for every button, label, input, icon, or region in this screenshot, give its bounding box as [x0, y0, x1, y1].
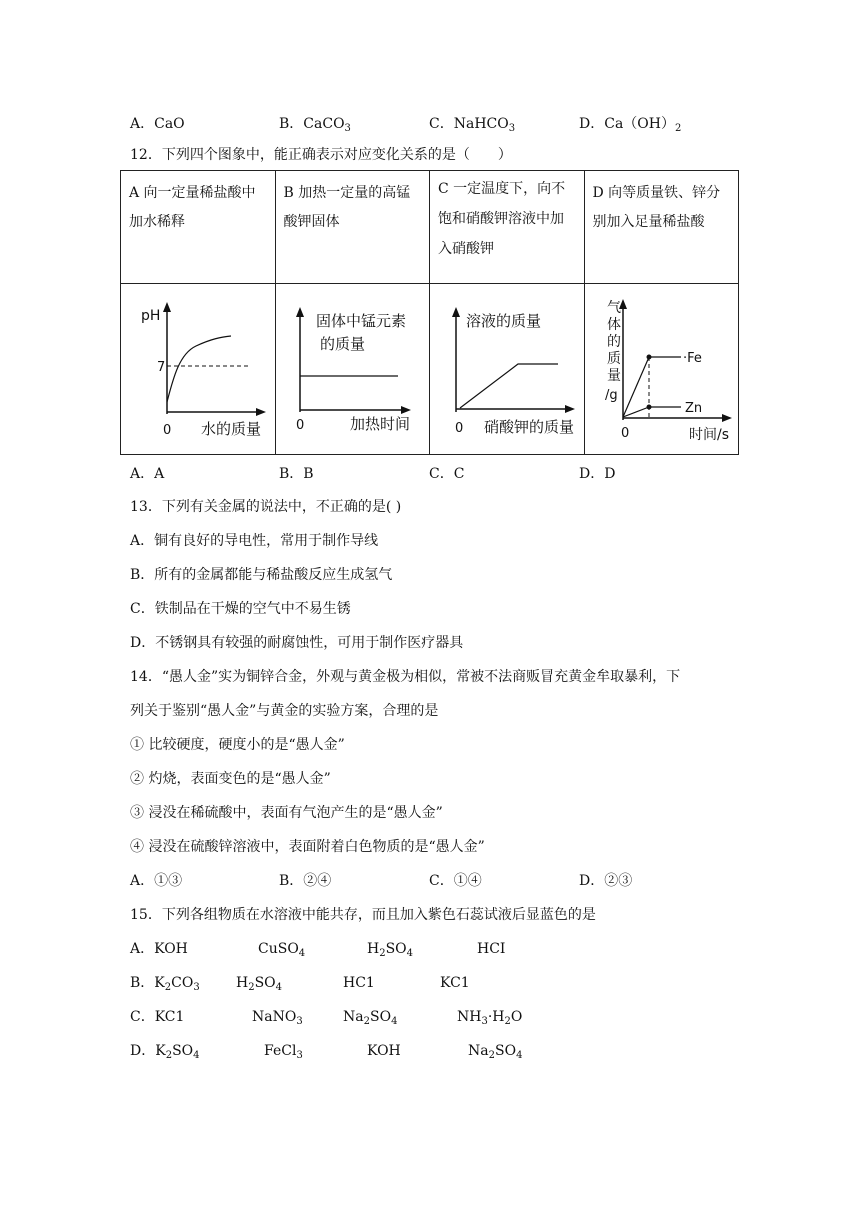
q12-option-c: C．C — [429, 466, 465, 482]
q15-d-substance-2: FeCl$_3$ — [264, 1043, 303, 1061]
graph-d-y-char-2: 体 — [606, 317, 621, 333]
graph-d-y-unit: /g — [604, 388, 618, 403]
q12-stem: 12．下列四个图象中，能正确表示对应变化关系的是（ ） — [130, 147, 512, 163]
q13-option-b: B．所有的金属都能与稀盐酸反应生成氢气 — [130, 567, 393, 583]
q15-option-a-letter: A．KOH — [130, 941, 188, 957]
q14-option-b: B．②④ — [279, 873, 332, 889]
q14-option-c: C．①④ — [429, 873, 482, 889]
graph-d-fe-label: ·Fe — [682, 351, 702, 366]
graph-c-y-label: 溶液的质量 — [466, 312, 542, 330]
q13-option-a: A．铜有良好的导电性，常用于制作导线 — [130, 533, 379, 549]
graph-d-y-char-1: 气 — [606, 300, 621, 316]
graph-a-y-label: pH — [141, 308, 161, 324]
q12-graph-d — [584, 284, 739, 455]
q15-stem: 15．下列各组物质在水溶液中能共存，而且加入紫色石蕊试液后显蓝色的是 — [130, 907, 596, 923]
graph-d-zn-label: Zn — [684, 401, 702, 416]
q12-graph-b — [275, 284, 430, 455]
q13-option-d: D．不锈钢具有较强的耐腐蚀性，可用于制作医疗器具 — [130, 635, 464, 651]
q14-item-3: ③ 浸没在稀硫酸中，表面有气泡产生的是“愚人金” — [130, 805, 443, 821]
q15-c-substance-3: $Na_2SO_4$ — [343, 1009, 398, 1027]
q12-graph-c — [430, 284, 585, 455]
graph-a-origin: 0 — [163, 423, 172, 438]
q12-option-d: D．D — [579, 466, 616, 482]
q12-header-d: D 向等质量铁、锌分别加入足量稀盐酸 — [584, 171, 739, 284]
q12-option-b: B．B — [279, 466, 314, 482]
q14-item-4: ④ 浸没在硫酸锌溶液中，表面附着白色物质的是“愚人金” — [130, 839, 485, 855]
graph-b-y-label-1: 固体中锰元素 — [315, 312, 406, 330]
q13-stem: 13．下列有关金属的说法中，不正确的是( ) — [130, 499, 402, 515]
q14-stem-line-1: 14．“愚人金”实为铜锌合金，外观与黄金极为相似，常被不法商贩冒充黄金牟取暴利，下 — [130, 669, 681, 685]
q15-a-substance-2: CuSO$_4$ — [258, 941, 306, 959]
graph-c-origin: 0 — [455, 421, 464, 436]
q11-option-b: B．CaCO$_3$ — [279, 116, 351, 134]
q14-item-1: ① 比较硬度，硬度小的是“愚人金” — [130, 737, 345, 753]
q15-d-substance-3: KOH — [367, 1043, 401, 1059]
graph-d-origin: 0 — [620, 426, 629, 441]
graph-c-x-label: 硝酸钾的质量 — [484, 418, 575, 436]
q15-b-substance-3: HC1 — [343, 975, 375, 991]
q12-header-c: C 一定温度下，向不饱和硝酸钾溶液中加入硝酸钾 — [430, 171, 585, 284]
graph-b-y-label-2: 的质量 — [319, 335, 365, 353]
q15-a-substance-3: $H_2SO_4$ — [367, 941, 414, 959]
q11-option-c: C．NaHCO$_3$ — [429, 116, 516, 134]
q12-header-b: B 加热一定量的高锰酸钾固体 — [275, 171, 430, 284]
q11-option-d: D．$Ca(OH)_2$ — [579, 116, 682, 134]
graph-a-x-label: 水的质量 — [201, 420, 262, 438]
graph-a-ref-label: 7 — [157, 360, 166, 375]
q15-d-substance-4: $Na_2SO_4$ — [468, 1043, 523, 1061]
q12-graph-a — [121, 284, 276, 455]
q15-option-d-letter: D．$K_2SO_4$ — [130, 1043, 200, 1061]
graph-d-x-label: 时间/s — [688, 427, 729, 443]
q14-item-2: ② 灼烧，表面变色的是“愚人金” — [130, 771, 331, 787]
graph-d-y-char-5: 量 — [606, 368, 621, 384]
q15-a-substance-4: HCI — [477, 941, 506, 957]
q11-option-a: A．CaO — [130, 116, 185, 132]
q13-option-c: C．铁制品在干燥的空气中不易生锈 — [130, 601, 351, 617]
q14-option-a: A．①③ — [130, 873, 183, 889]
graph-b-origin: 0 — [295, 418, 304, 433]
q15-b-substance-4: KC1 — [440, 975, 470, 991]
graph-d-y-char-3: 的 — [606, 334, 621, 350]
q15-c-substance-4: $NH_3\cdot H_2O$ — [457, 1009, 523, 1027]
q15-b-substance-2: $H_2SO_4$ — [236, 975, 283, 993]
graph-b-x-label: 加热时间 — [349, 415, 410, 433]
q15-option-c-letter: C．KC1 — [130, 1009, 185, 1025]
q14-stem-line-2: 列关于鉴别“愚人金”与黄金的实验方案，合理的是 — [130, 703, 439, 719]
graph-d-y-char-4: 质 — [606, 351, 621, 367]
q14-option-d: D．②③ — [579, 873, 633, 889]
q12-graph-table — [120, 170, 739, 455]
q12-option-a: A．A — [130, 466, 165, 482]
q15-option-b-letter: B．$K_2CO_3$ — [130, 975, 200, 993]
q12-header-a: A 向一定量稀盐酸中加水稀释 — [121, 171, 276, 284]
q15-c-substance-2: NaNO$_3$ — [252, 1009, 303, 1027]
